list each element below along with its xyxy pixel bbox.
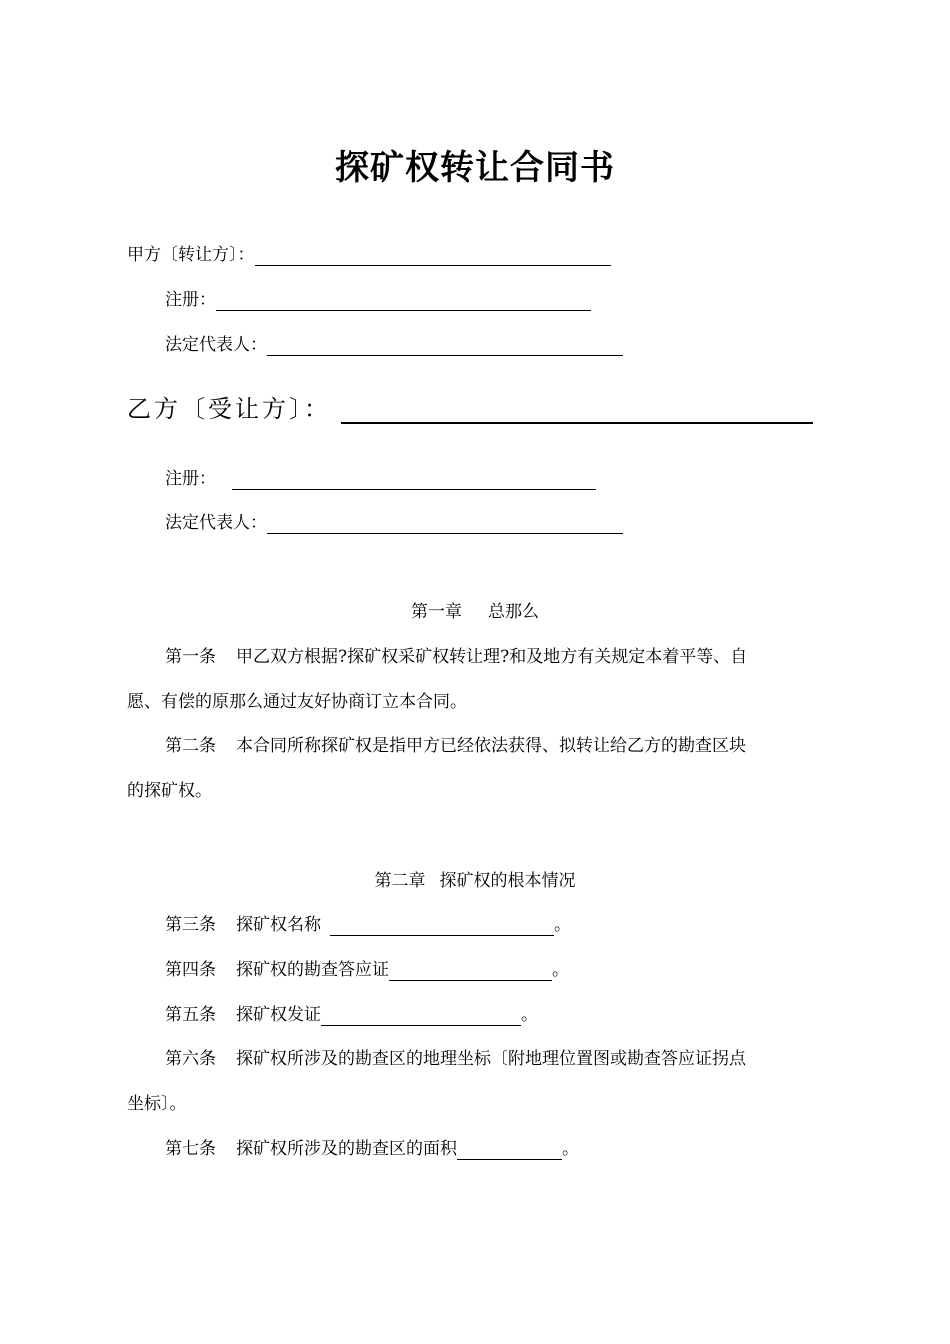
party-b-reg-blank[interactable] (232, 471, 596, 490)
article-3-period: 。 (554, 915, 571, 935)
article-1-text: 甲乙双方根据?探矿权采矿权转让理?和及地方有关规定本着平等、自 (236, 647, 748, 667)
article-3-number: 第三条 (165, 915, 216, 935)
party-a-rep-row (165, 334, 623, 356)
article-5-line (165, 1004, 538, 1026)
article-7-number: 第七条 (165, 1139, 216, 1159)
chapter-2-heading (0, 870, 950, 892)
article-5-period: 。 (521, 1005, 538, 1025)
article-4-blank[interactable] (389, 962, 552, 981)
article-4-period: 。 (552, 960, 569, 980)
chapter-1-number: 第一章 (411, 602, 462, 622)
article-3-text: 探矿权名称 (236, 915, 321, 935)
party-a-reg-label: 注册： (165, 290, 216, 310)
document-title: 探矿权转让合同书 (335, 148, 615, 188)
article-4-number: 第四条 (165, 960, 216, 980)
party-b-label: 乙方〔受让方〕： (127, 395, 331, 423)
article-2-line-2: 的探矿权。 (127, 781, 212, 801)
article-6-text: 探矿权所涉及的勘查区的地理坐标〔附地理位置图或勘查答应证拐点 (236, 1049, 746, 1069)
party-a-reg-blank[interactable] (216, 292, 591, 311)
party-a-blank[interactable] (255, 247, 611, 266)
article-7-line (165, 1138, 579, 1160)
article-3-line (165, 914, 571, 936)
party-b-row (127, 394, 813, 424)
article-4-line (165, 959, 569, 981)
article-7-blank[interactable] (457, 1141, 562, 1160)
party-b-rep-label: 法定代表人： (165, 513, 267, 533)
party-b-reg-row (165, 468, 596, 490)
article-1-number: 第一条 (165, 647, 216, 667)
party-b-blank[interactable] (341, 398, 813, 424)
party-a-rep-blank[interactable] (267, 337, 623, 356)
article-5-number: 第五条 (165, 1005, 216, 1025)
article-7-period: 。 (562, 1139, 579, 1159)
article-3-blank[interactable] (330, 917, 554, 936)
party-a-row (127, 244, 611, 266)
party-b-rep-row (165, 512, 623, 534)
article-6-line-2: 坐标〕。 (127, 1094, 187, 1114)
article-5-blank[interactable] (321, 1007, 521, 1026)
article-7-text: 探矿权所涉及的勘查区的面积 (236, 1139, 457, 1159)
chapter-1-heading (0, 601, 950, 623)
article-2-number: 第二条 (165, 736, 216, 756)
article-5-text: 探矿权发证 (236, 1005, 321, 1025)
party-a-rep-label: 法定代表人： (165, 335, 267, 355)
chapter-2-name: 探矿权的根本情况 (439, 871, 576, 891)
party-a-label: 甲方〔转让方〕： (127, 245, 255, 265)
article-6-line-1 (165, 1048, 746, 1070)
party-b-rep-blank[interactable] (267, 515, 623, 534)
article-2-text: 本合同所称探矿权是指甲方已经依法获得、拟转让给乙方的勘查区块 (236, 736, 746, 756)
chapter-1-name: 总那么 (488, 602, 539, 622)
party-a-reg-row (165, 289, 591, 311)
party-b-reg-label: 注册： (165, 469, 216, 489)
article-1-line-1 (165, 646, 747, 668)
article-6-number: 第六条 (165, 1049, 216, 1069)
chapter-2-number: 第二章 (374, 871, 426, 891)
article-2-line-1 (165, 735, 746, 757)
article-1-line-2: 愿、有偿的原那么通过友好协商订立本合同。 (127, 692, 467, 712)
article-4-text: 探矿权的勘查答应证 (236, 960, 389, 980)
